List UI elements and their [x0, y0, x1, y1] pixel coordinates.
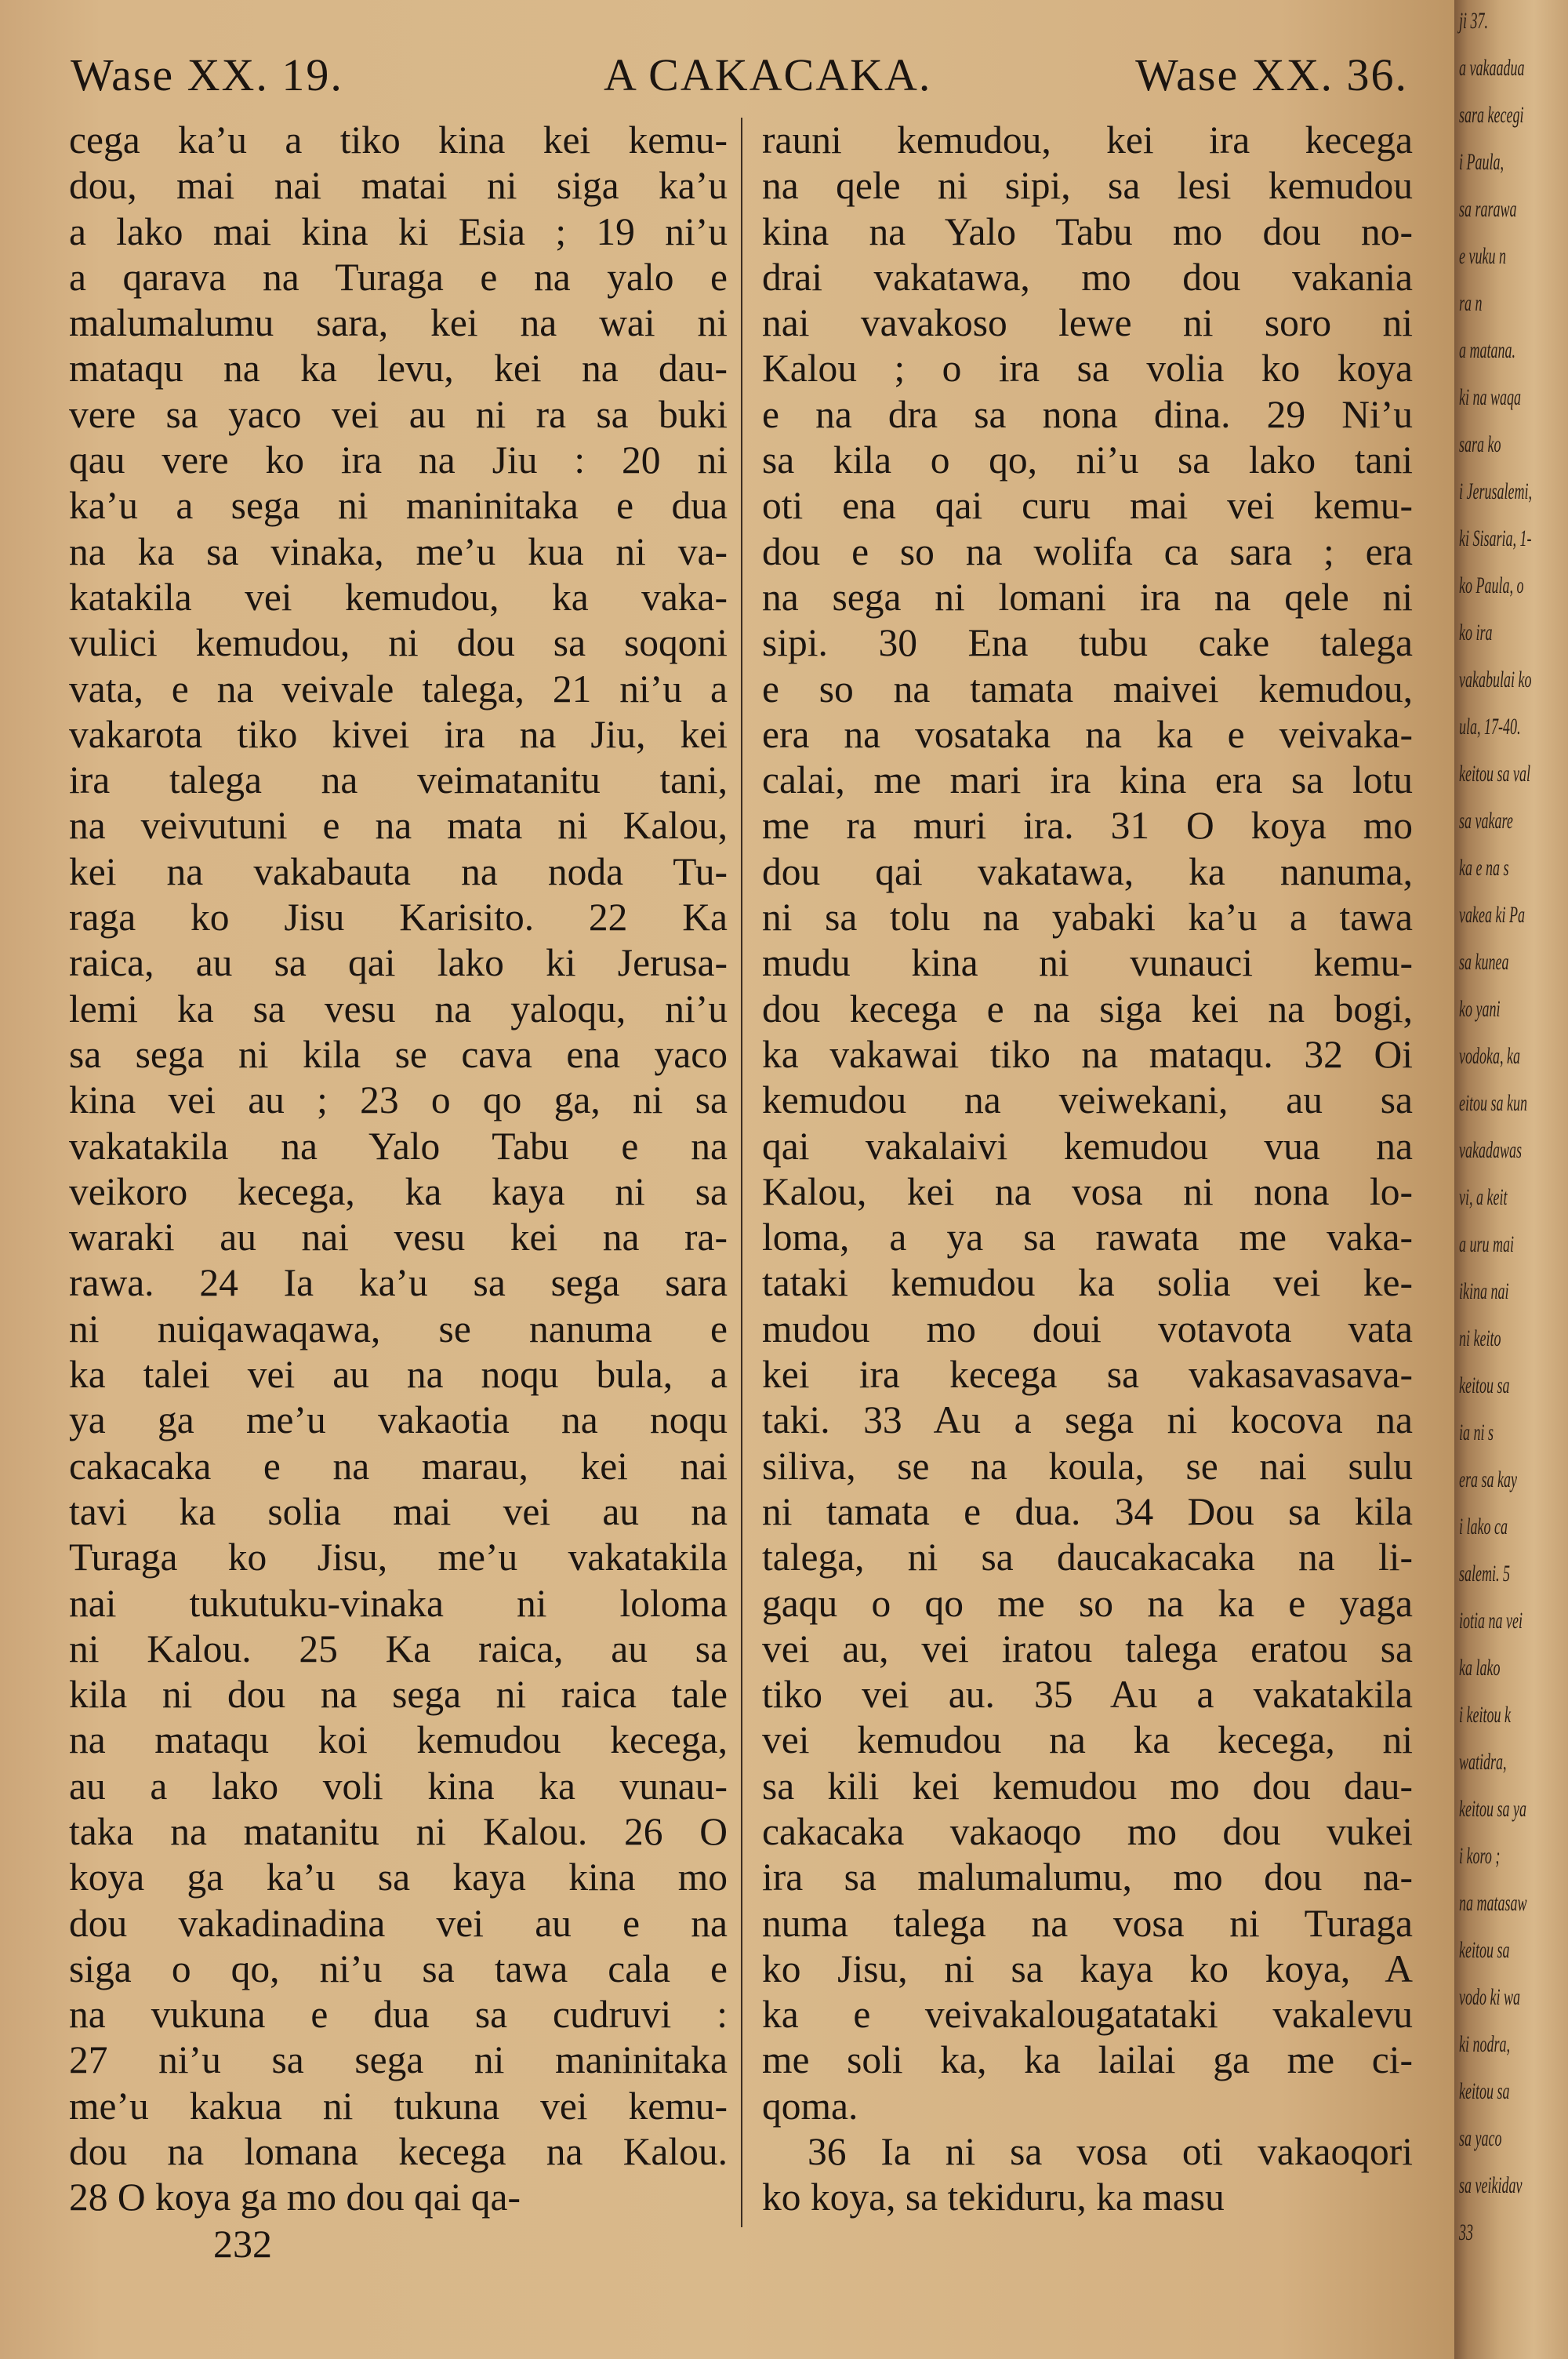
spine-text-fragment: keitou sa	[1459, 1372, 1510, 1398]
text-line: kina vei au ; 23 o qo ga, ni sa	[69, 1078, 728, 1122]
spine-text-fragment: eitou sa kun	[1459, 1090, 1527, 1116]
text-line: ka’u a sega ni maninitaka e dua	[69, 484, 728, 528]
spine-text-fragment: vi, a keit	[1459, 1184, 1508, 1210]
text-line: vakatakila na Yalo Tabu e na	[69, 1124, 728, 1168]
text-line: ni tamata e dua. 34 Dou sa kila	[762, 1489, 1413, 1533]
text-line: ira sa malumalumu, mo dou na-	[762, 1856, 1413, 1899]
text-line: cakacaka e na marau, kei nai	[69, 1444, 728, 1488]
spine-text-fragment: ula, 17-40.	[1459, 714, 1521, 740]
spine-text-fragment: ikina nai	[1459, 1278, 1509, 1304]
spine-text-fragment: ra n	[1459, 290, 1483, 316]
spine-text-fragment: watidra,	[1459, 1749, 1507, 1775]
header-book-title: A CAKACAKA.	[604, 49, 932, 100]
text-line: Kalou, kei na vosa ni nona lo-	[762, 1169, 1413, 1213]
spine-text-fragment: na matasaw	[1459, 1890, 1527, 1916]
text-line: ko Jisu, ni sa kaya ko koya, A	[762, 1946, 1413, 1990]
spine-text-fragment: era sa kay	[1459, 1467, 1517, 1492]
spine-text-fragment: keitou sa	[1459, 2078, 1510, 2104]
text-line: sa sega ni kila se cava ena yaco	[69, 1032, 728, 1076]
text-line: taka na matanitu ni Kalou. 26 O	[69, 1809, 728, 1853]
text-line: lemi ka sa vesu na yaloqu, ni’u	[69, 987, 728, 1030]
header-left-reference: Wase XX. 19.	[71, 49, 343, 100]
text-line: katakila vei kemudou, ka vaka-	[69, 575, 728, 619]
text-line: oti ena qai curu mai vei kemu-	[762, 484, 1413, 528]
spine-text-fragment: vodoka, ka	[1459, 1043, 1520, 1069]
spine-text-fragment: i Jerusalemi,	[1459, 478, 1532, 504]
text-line: nai tukutuku-vinaka ni loloma	[69, 1581, 728, 1625]
text-line: ni Kalou. 25 Ka raica, au sa	[69, 1627, 728, 1670]
text-line: talega, ni sa daucakacaka na li-	[762, 1536, 1413, 1579]
text-line: tataki kemudou ka solia vei ke-	[762, 1261, 1413, 1305]
spine-text-fragment: keitou sa ya	[1459, 1796, 1526, 1822]
text-line: kina na Yalo Tabu mo dou no-	[762, 209, 1413, 253]
text-line: ni sa tolu na yabaki ka’u a tawa	[762, 896, 1413, 940]
text-line: waraki au nai vesu kei na ra-	[69, 1216, 728, 1259]
spine-text-fragment: ki Sisaria, 1-	[1459, 525, 1532, 551]
spine-text-fragment: sa yaco	[1459, 2125, 1502, 2151]
spine-text-fragment: vakadawas	[1459, 1137, 1522, 1163]
spine-text-fragment: a uru mai	[1459, 1231, 1515, 1257]
text-line: qau vere ko ira na Jiu : 20 ni	[69, 438, 728, 482]
text-line: a lako mai kina ki Esia ; 19 ni’u	[69, 209, 728, 253]
text-line: taki. 33 Au a sega ni kocova na	[762, 1398, 1413, 1442]
text-line: cega ka’u a tiko kina kei kemu-	[69, 118, 728, 162]
text-line: raga ko Jisu Karisito. 22 Ka	[69, 896, 728, 940]
spine-text-fragment: iotia na vei	[1459, 1608, 1523, 1634]
text-line: 27 ni’u sa sega ni maninitaka	[69, 2038, 728, 2082]
spine-text-fragment: keitou sa	[1459, 1937, 1510, 1963]
text-line: na ka sa vinaka, me’u kua ni va-	[69, 529, 728, 573]
spine-text-fragment: ji 37.	[1459, 8, 1489, 34]
spine-text-fragment: a vakaadua	[1459, 55, 1525, 81]
text-line: raica, au sa qai lako ki Jerusa-	[69, 941, 728, 985]
text-line: ka vakawai tiko na mataqu. 32 Oi	[762, 1032, 1413, 1076]
spine-text-fragment: i koro ;	[1459, 1843, 1501, 1869]
spine-text-fragment: a matana.	[1459, 337, 1515, 363]
text-line: vei kemudou na ka kecega, ni	[762, 1718, 1413, 1762]
spine-text-fragment: sara kecegi	[1459, 102, 1524, 128]
spine-text-fragment: ki nodra,	[1459, 2031, 1510, 2057]
next-page-edge	[1454, 0, 1568, 2359]
spine-text-fragment: ko yani	[1459, 996, 1501, 1022]
text-line: na qele ni sipi, sa lesi kemudou	[762, 164, 1413, 208]
column-divider	[741, 118, 742, 2227]
text-line: malumalumu sara, kei na wai ni	[69, 301, 728, 345]
spine-text-fragment: vakea ki Pa	[1459, 902, 1525, 928]
text-line: siga o qo, ni’u sa tawa cala e	[69, 1946, 728, 1990]
text-line: mudu kina ni vunauci kemu-	[762, 941, 1413, 985]
text-line: a qarava na Turaga e na yalo e	[69, 255, 728, 299]
text-line: ka talei vei au na noqu bula, a	[69, 1353, 728, 1397]
text-line: dou, mai nai matai ni siga ka’u	[69, 164, 728, 208]
spine-text-fragment: ko Paula, o	[1459, 572, 1524, 598]
text-line: dou qai vakatawa, ka nanuma,	[762, 849, 1413, 893]
spine-text-fragment: i Paula,	[1459, 149, 1504, 175]
text-line: qai vakalaivi kemudou vua na	[762, 1124, 1413, 1168]
spine-text-fragment: 33	[1459, 2219, 1473, 2245]
text-line: tavi ka solia mai vei au na	[69, 1489, 728, 1533]
text-line: ka e veivakalougatataki vakalevu	[762, 1993, 1413, 2037]
text-line: tiko vei au. 35 Au a vakatakila	[762, 1673, 1413, 1717]
text-line: vata, e na veivale talega, 21 ni’u a	[69, 667, 728, 711]
text-line: au a lako voli kina ka vunau-	[69, 1764, 728, 1808]
text-line: veikoro kecega, ka kaya ni sa	[69, 1169, 728, 1213]
text-line: vere sa yaco vei au ni ra sa buki	[69, 392, 728, 436]
left-text-column	[69, 118, 728, 2221]
spine-text-fragment: ia ni s	[1459, 1419, 1494, 1445]
text-line: mataqu na ka levu, kei na dau-	[69, 347, 728, 391]
spine-text-fragment: vodo ki wa	[1459, 1984, 1520, 2010]
page-number: 232	[213, 2222, 272, 2266]
text-line: gaqu o qo me so na ka e yaga	[762, 1581, 1413, 1625]
spine-text-fragment: salemi. 5	[1459, 1561, 1510, 1587]
text-line: dou vakadinadina vei au e na	[69, 1901, 728, 1945]
text-line: ya ga me’u vakaotia na noqu	[69, 1398, 728, 1442]
right-text-column	[762, 118, 1413, 2221]
spine-text-fragment: ka lako	[1459, 1655, 1501, 1681]
text-line: ira talega na veimatanitu tani,	[69, 758, 728, 802]
text-line: loma, a ya sa rawata me vaka-	[762, 1216, 1413, 1259]
running-header	[55, 49, 1419, 111]
text-line: koya ga ka’u sa kaya kina mo	[69, 1856, 728, 1899]
text-line: dou na lomana kecega na Kalou.	[69, 2130, 728, 2174]
text-line: e so na tamata maivei kemudou,	[762, 667, 1413, 711]
text-line: numa talega na vosa ni Turaga	[762, 1901, 1413, 1945]
spine-text-fragment: e vuku n	[1459, 243, 1506, 269]
text-line: kei na vakabauta na noda Tu-	[69, 849, 728, 893]
text-line: cakacaka vakaoqo mo dou vukei	[762, 1809, 1413, 1853]
text-line: qoma.	[762, 2084, 858, 2128]
text-line: siliva, se na koula, se nai sulu	[762, 1444, 1413, 1488]
text-line: e na dra sa nona dina. 29 Ni’u	[762, 392, 1413, 436]
text-line: Kalou ; o ira sa volia ko koya	[762, 347, 1413, 391]
spine-text-fragment: vakabulai ko	[1459, 667, 1532, 692]
text-line: Turaga ko Jisu, me’u vakatakila	[69, 1536, 728, 1579]
text-line: vakarota tiko kivei ira na Jiu, kei	[69, 712, 728, 756]
text-line: nai vavakoso lewe ni soro ni	[762, 301, 1413, 345]
text-line: dou e so na wolifa ca sara ; era	[762, 529, 1413, 573]
text-line: na veivutuni e na mata ni Kalou,	[69, 804, 728, 848]
text-line: mudou mo doui votavota vata	[762, 1307, 1413, 1350]
text-line: na vukuna e dua sa cudruvi :	[69, 1993, 728, 2037]
text-line: kei ira kecega sa vakasavasava-	[762, 1353, 1413, 1397]
text-line: drai vakatawa, mo dou vakania	[762, 255, 1413, 299]
spine-text-fragment: sa veikidav	[1459, 2172, 1523, 2198]
text-line: ko koya, sa tekiduru, ka masu	[762, 2175, 1225, 2219]
text-line: na mataqu koi kemudou kecega,	[69, 1718, 728, 1762]
text-line: dou kecega e na siga kei na bogi,	[762, 987, 1413, 1030]
text-line: era na vosataka na ka e veivaka-	[762, 712, 1413, 756]
spine-text-fragment: i lako ca	[1459, 1514, 1508, 1539]
text-line: 28 O koya ga mo dou qai qa-	[69, 2175, 521, 2219]
text-line: na sega ni lomani ira na qele ni	[762, 575, 1413, 619]
text-line: kemudou na veiwekani, au sa	[762, 1078, 1413, 1122]
text-line: me’u kakua ni tukuna vei kemu-	[69, 2084, 728, 2128]
spine-text-fragment: ka e na s	[1459, 855, 1509, 881]
text-line: sa kila o qo, ni’u sa lako tani	[762, 438, 1413, 482]
text-line: me ra muri ira. 31 O koya mo	[762, 804, 1413, 848]
spine-text-fragment: sa kunea	[1459, 949, 1509, 975]
text-line: sipi. 30 Ena tubu cake talega	[762, 621, 1413, 665]
text-line: rauni kemudou, kei ira kecega	[762, 118, 1413, 162]
text-line: ni nuiqawaqawa, se nanuma e	[69, 1307, 728, 1350]
spine-text-fragment: sara ko	[1459, 431, 1501, 457]
spine-text-fragment: sa vakare	[1459, 808, 1513, 834]
spine-text-fragment: ko ira	[1459, 620, 1493, 645]
text-line: 36 Ia ni sa vosa oti vakaoqori	[808, 2130, 1413, 2174]
spine-text-fragment: sa rarawa	[1459, 196, 1517, 222]
spine-text-fragment: ki na waqa	[1459, 384, 1522, 410]
text-line: kila ni dou na sega ni raica tale	[69, 1673, 728, 1717]
text-line: vulici kemudou, ni dou sa soqoni	[69, 621, 728, 665]
text-line: me soli ka, ka lailai ga me ci-	[762, 2038, 1413, 2082]
text-line: vei au, vei iratou talega eratou sa	[762, 1627, 1413, 1670]
text-line: sa kili kei kemudou mo dou dau-	[762, 1764, 1413, 1808]
text-line: calai, me mari ira kina era sa lotu	[762, 758, 1413, 802]
spine-text-fragment: i keitou k	[1459, 1702, 1511, 1728]
spine-text-fragment: keitou sa val	[1459, 761, 1530, 787]
header-right-reference: Wase XX. 36.	[1135, 49, 1408, 100]
text-line: rawa. 24 Ia ka’u sa sega sara	[69, 1261, 728, 1305]
spine-text-fragment: ni keito	[1459, 1325, 1501, 1351]
